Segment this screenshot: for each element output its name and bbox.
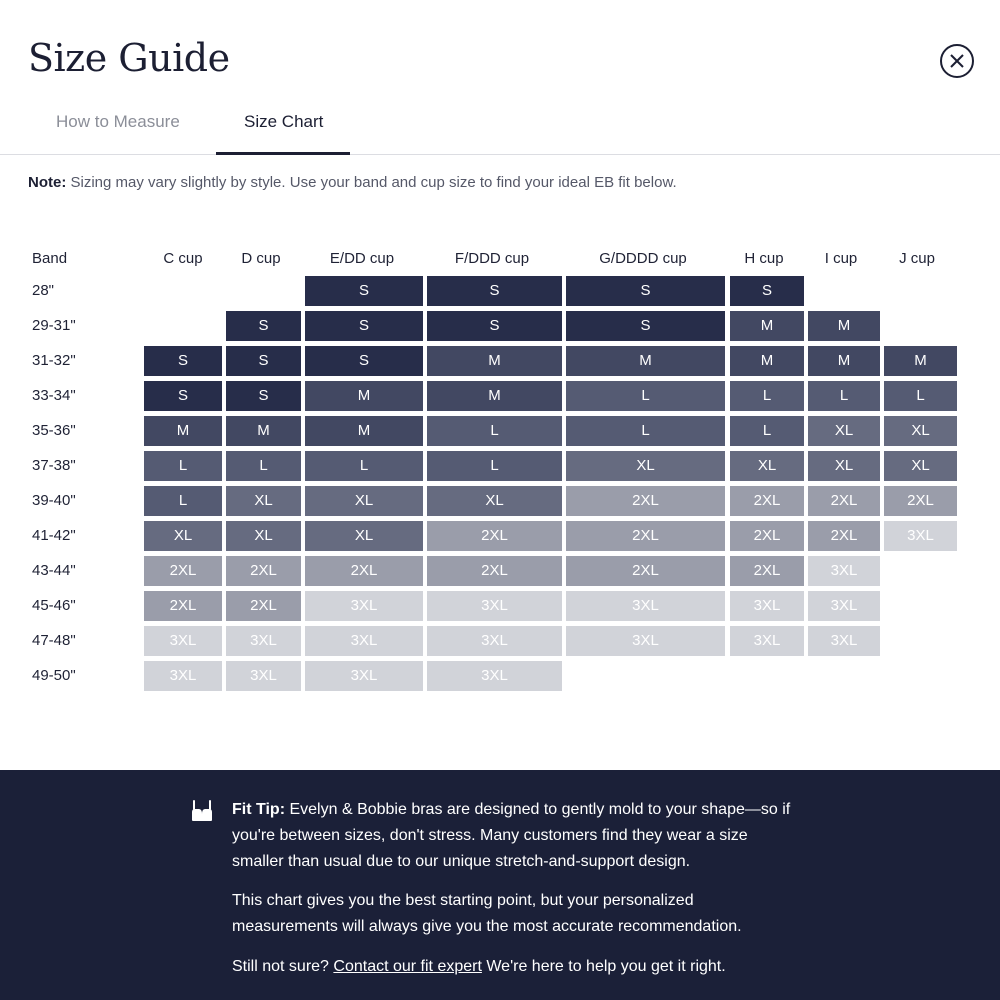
size-cell: S: [427, 311, 562, 341]
size-cell: L: [305, 451, 423, 481]
band-row-label: 31-32": [32, 352, 76, 369]
size-cell: S: [226, 381, 301, 411]
tab-size-chart[interactable]: Size Chart: [244, 112, 324, 131]
size-cell: 2XL: [884, 486, 957, 516]
size-cell: 2XL: [566, 486, 725, 516]
size-cell: 3XL: [305, 626, 423, 656]
size-cell: 3XL: [730, 626, 804, 656]
size-cell: 2XL: [427, 521, 562, 551]
size-cell: 2XL: [730, 556, 804, 586]
fit-tip-label: Fit Tip:: [232, 801, 286, 818]
band-row-label: 47-48": [32, 632, 76, 649]
close-icon: [949, 53, 965, 69]
size-cell: 3XL: [566, 626, 725, 656]
note-text: Sizing may vary slightly by style. Use your band and cup size to find your ideal EB fit below.: [66, 174, 677, 191]
column-header-cup: I cup: [824, 250, 858, 267]
size-cell: 3XL: [305, 591, 423, 621]
size-cell: 3XL: [144, 661, 222, 691]
band-row-label: 29-31": [32, 317, 76, 334]
size-cell: 3XL: [566, 591, 725, 621]
size-cell: 3XL: [305, 661, 423, 691]
band-row-label: 45-46": [32, 597, 76, 614]
size-cell: 2XL: [226, 591, 301, 621]
size-cell: XL: [884, 451, 957, 481]
size-cell: 2XL: [808, 486, 880, 516]
size-cell: XL: [808, 416, 880, 446]
size-cell: 2XL: [305, 556, 423, 586]
size-cell: M: [226, 416, 301, 446]
size-cell: M: [144, 416, 222, 446]
size-cell: M: [808, 346, 880, 376]
band-row-label: 39-40": [32, 492, 76, 509]
size-cell: 3XL: [808, 556, 880, 586]
band-row-label: 35-36": [32, 422, 76, 439]
size-cell: XL: [144, 521, 222, 551]
tab-bar: [0, 92, 1000, 155]
size-cell: 3XL: [427, 661, 562, 691]
still-not-sure-text: Still not sure?: [232, 958, 334, 975]
fit-tip-paragraph-2: This chart gives you the best starting point, but your personalized measurements will always give you the most accurate recommendation.: [232, 892, 742, 935]
size-cell: S: [730, 276, 804, 306]
size-cell: 3XL: [226, 626, 301, 656]
column-header-cup: E/DD cup: [329, 250, 395, 267]
column-header-cup: D cup: [241, 250, 281, 267]
fit-tip-body: Evelyn & Bobbie bras are designed to gently mold to your shape—so if you're between sizes, don't stress. Many customers find they wear a size smaller than usual due to our unique stretch-and-support design.: [232, 801, 791, 870]
size-cell: L: [730, 381, 804, 411]
size-cell: M: [305, 416, 423, 446]
size-cell: S: [427, 276, 562, 306]
size-cell: 2XL: [730, 521, 804, 551]
size-cell: XL: [427, 486, 562, 516]
size-cell: S: [144, 381, 222, 411]
size-cell: S: [305, 346, 423, 376]
size-cell: 2XL: [144, 556, 222, 586]
contact-fit-expert-link[interactable]: Contact our fit expert: [333, 958, 482, 975]
size-cell: 3XL: [427, 591, 562, 621]
size-cell: M: [730, 346, 804, 376]
size-cell: XL: [305, 521, 423, 551]
band-header: Band: [32, 250, 68, 267]
size-cell: L: [427, 416, 562, 446]
note-label: Note:: [28, 174, 67, 191]
size-cell: M: [566, 346, 725, 376]
band-row-label: 41-42": [32, 527, 76, 544]
size-cell: 3XL: [144, 626, 222, 656]
column-header-cup: G/DDDD cup: [599, 250, 687, 267]
size-cell: XL: [226, 486, 301, 516]
size-cell: S: [144, 346, 222, 376]
close-button[interactable]: [940, 44, 974, 78]
band-row-label: 43-44": [32, 562, 76, 579]
size-cell: S: [305, 276, 423, 306]
size-cell: S: [305, 311, 423, 341]
size-cell: L: [144, 451, 222, 481]
size-cell: S: [226, 346, 301, 376]
column-header-cup: J cup: [899, 250, 935, 267]
band-row-label: 37-38": [32, 457, 76, 474]
size-cell: M: [730, 311, 804, 341]
size-cell: M: [427, 346, 562, 376]
size-cell: 2XL: [226, 556, 301, 586]
size-cell: XL: [884, 416, 957, 446]
size-cell: XL: [730, 451, 804, 481]
size-cell: S: [566, 311, 725, 341]
size-cell: XL: [305, 486, 423, 516]
column-header-cup: H cup: [744, 250, 784, 267]
size-cell: 2XL: [730, 486, 804, 516]
bra-icon: [191, 800, 213, 824]
size-cell: M: [305, 381, 423, 411]
size-cell: 3XL: [226, 661, 301, 691]
page-title: Size Guide: [28, 36, 230, 80]
size-cell: 3XL: [884, 521, 957, 551]
sizing-note: [28, 174, 677, 191]
column-header-cup: C cup: [163, 250, 203, 267]
tab-how-to-measure[interactable]: How to Measure: [56, 112, 180, 131]
size-cell: L: [226, 451, 301, 481]
size-cell: L: [427, 451, 562, 481]
size-cell: L: [808, 381, 880, 411]
size-cell: M: [808, 311, 880, 341]
fit-tip-contact-line: [232, 954, 802, 980]
size-cell: 2XL: [427, 556, 562, 586]
fit-tip-text: [232, 797, 802, 875]
size-cell: XL: [566, 451, 725, 481]
band-row-label: 28": [32, 282, 55, 299]
size-cell: 3XL: [427, 626, 562, 656]
size-cell: 2XL: [566, 556, 725, 586]
band-row-label: 49-50": [32, 667, 76, 684]
size-cell: M: [427, 381, 562, 411]
size-cell: L: [730, 416, 804, 446]
size-cell: 2XL: [808, 521, 880, 551]
contact-suffix-text: We're here to help you get it right.: [481, 958, 726, 975]
size-cell: 3XL: [808, 591, 880, 621]
size-cell: XL: [808, 451, 880, 481]
size-cell: 2XL: [566, 521, 725, 551]
size-cell: L: [566, 381, 725, 411]
band-row-label: 33-34": [32, 387, 76, 404]
size-cell: L: [884, 381, 957, 411]
size-cell: 3XL: [808, 626, 880, 656]
size-cell: 2XL: [144, 591, 222, 621]
size-cell: M: [884, 346, 957, 376]
column-header-cup: F/DDD cup: [454, 250, 530, 267]
active-tab-indicator: [216, 152, 350, 155]
size-cell: XL: [226, 521, 301, 551]
size-cell: L: [566, 416, 725, 446]
size-cell: L: [144, 486, 222, 516]
size-cell: S: [226, 311, 301, 341]
size-cell: 3XL: [730, 591, 804, 621]
size-cell: S: [566, 276, 725, 306]
